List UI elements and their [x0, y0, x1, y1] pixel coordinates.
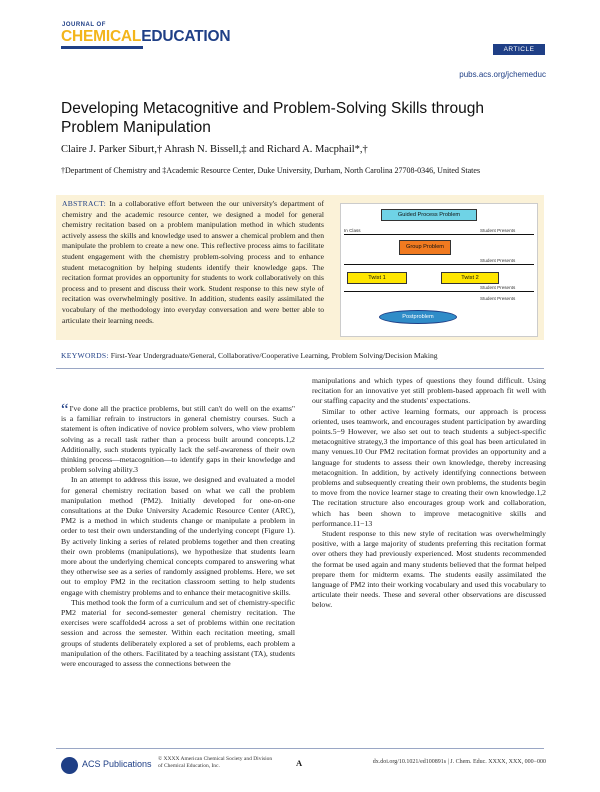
toc-divider-2 — [344, 264, 534, 265]
toc-group-problem-box: Group Problem — [399, 240, 451, 255]
toc-postproblem-box: Postproblem — [379, 310, 457, 324]
body-paragraph: In an attempt to address this issue, we designed and evaluated a model for general chemistry recitation based on what we call the problem manipulation method (PM2). Initially developed for one-on-one consultations at the Duke University Academic Resource Center (ARC), PM2 is a method in which students change or manipulate a problem in order to test their own understanding of the underlying concept (Figure 1). By actively linking a series of related problems together and then creating their own problems (manipulations), we hypothesize that students learn more about the underlying chemical concepts compared to answering what they otherwise see as a series of randomly assigned problems. Here, we set out to employ PM2 in the recitation classroom setting to help students engage with chemistry problems and to enhance their metacognitive skills. — [61, 475, 295, 597]
abstract — [62, 199, 324, 326]
article-title: Developing Metacognitive and Problem-Solving Skills through Problem Manipulation — [61, 100, 485, 136]
abstract-body: In a collaborative effort between the our university's department of chemistry and the academic resource center, we designed a model for general chemistry recitation based on a problem manipulation method in which students actively assess the skills and knowledge used to answer a chemical problem and then manipulate the problem to create a new one. This reflective process aims to facilitate student engagement with the chemistry problem-solving process and to enhance student metacognition by helping students identify their knowledge gaps. The recitation format provides an opportunity for students to work collaboratively on this process and to present and discuss their work. Student response to this new style of recitation was overwhelmingly positive. In addition, students easily assimilated the vocabulary of the methodology into everyday conversation and were better able to articulate their learning needs. — [62, 199, 324, 325]
toc-graphic — [340, 203, 538, 337]
toc-student-presents-3: Student Presents — [480, 285, 516, 290]
keywords-label: KEYWORDS: — [61, 351, 109, 360]
article-type-badge: ARTICLE — [493, 44, 545, 55]
journal-logo[interactable] — [61, 29, 230, 45]
toc-divider-3 — [344, 291, 534, 292]
footer-divider — [56, 748, 544, 749]
publisher-name: ACS Publications — [82, 759, 152, 769]
journal-logo-bar — [61, 46, 143, 49]
author-list: Claire J. Parker Siburt,† Ahrash N. Bissell,‡ and Richard A. Macphail*,† — [61, 144, 368, 155]
doi-citation-link[interactable]: dx.doi.org/10.1021/ed100891s | J. Chem. Educ. XXXX, XXX, 000−000 — [372, 759, 546, 765]
journal-logo-education: EDUCATION — [141, 28, 231, 45]
page-number: A — [296, 758, 303, 768]
body-paragraph: Similar to other active learning formats, our approach is process oriented, uses teamwork, and encourages student participation by awarding points.5−9 However, we also set out to teach students a subject-specific metacognitive strategy,3 the importance of this goal has been articulated in many venues.10 Our PM2 recitation format provides an opportunity and a language for students to assess their own knowledge, thereby increasing metacognition. In addition, by actively identifying connections between problems and subsequently creating their own problems, the students begin to move from the novice learner stage to creating their own knowledge.1,2 The recitation structure also encourages group work and collaboration, which has been shown to improve metacognitive skills and performance.11−13 — [312, 406, 546, 528]
acs-logo-icon — [61, 757, 78, 774]
toc-divider-1 — [344, 234, 534, 235]
journal-logo-chemical: CHEMICAL — [61, 28, 142, 45]
toc-student-presents-2: Student Presents — [480, 258, 516, 263]
body-paragraph: manipulations and which types of questions they found difficult. Using recitation for an innovative yet still problem-based approach fit well with our staffing capacity and the students' expectations. — [312, 376, 546, 406]
toc-student-presents-4: Student Presents — [480, 296, 516, 301]
section-divider — [56, 368, 544, 369]
toc-twist-1-box: Twist 1 — [347, 272, 407, 284]
toc-student-presents-1: Student Presents — [480, 228, 516, 233]
toc-in-class-label: In Class — [344, 228, 361, 233]
intro-paragraph-text: I've done all the practice problems, but still can't do well on the exams" is a familiar refrain to instructors in general chemistry courses. Such a statement is often indicative of novice problem solvers, who view problem solving as a recall task rather than a process built around concepts.1,2 Additionally, such students typically lack the self-awareness of their own thinking process—metacognition—to identify gaps in their knowledge and problem solving ability.3 — [61, 404, 295, 475]
keywords — [61, 351, 541, 361]
journal-logo-top: JOURNAL OF — [62, 22, 106, 28]
toc-guided-process-box: Guided Process Problem — [381, 209, 477, 221]
body-column-right — [312, 376, 546, 611]
journal-url-link[interactable]: pubs.acs.org/jchemeduc — [459, 70, 546, 79]
body-column-left — [61, 400, 295, 669]
opening-quote-mark: “ — [61, 400, 69, 419]
abstract-label: ABSTRACT: — [62, 199, 107, 208]
toc-twist-2-box: Twist 2 — [441, 272, 499, 284]
copyright-notice: © XXXX American Chemical Society and Division of Chemical Education, Inc. — [158, 756, 273, 769]
body-paragraph: Student response to this new style of recitation was overwhelmingly positive, with a large majority of students preferring this recitation format over others they had previously experienced. Most students recommended the format be used again and many students believed that the format helped prepare them for midterm exams. The students easily assimilated the language of PM2 into their working vocabulary and used this vocabulary to articulate their needs. These and several other observations are discussed below. — [312, 529, 546, 610]
keywords-list: First-Year Undergraduate/General, Collaborative/Cooperative Learning, Problem Solving/Decision Making — [110, 351, 438, 360]
body-paragraph: This method took the form of a curriculum and set of chemistry-specific PM2 material for second-semester general chemistry recitation. The exercises were scaffolded4 across a set of problems within one recitation session and across the semester. Within each recitation meeting, small groups of students deliberately explored a set of problems, each problem a manipulation of the others. Facilitated by a teaching assistant (TA), students were encouraged to assess the connections between the — [61, 597, 295, 669]
intro-paragraph — [61, 400, 295, 475]
author-affiliation: †Department of Chemistry and ‡Academic Resource Center, Duke University, Durham, North Carolina 27708-0346, United States — [61, 166, 481, 175]
